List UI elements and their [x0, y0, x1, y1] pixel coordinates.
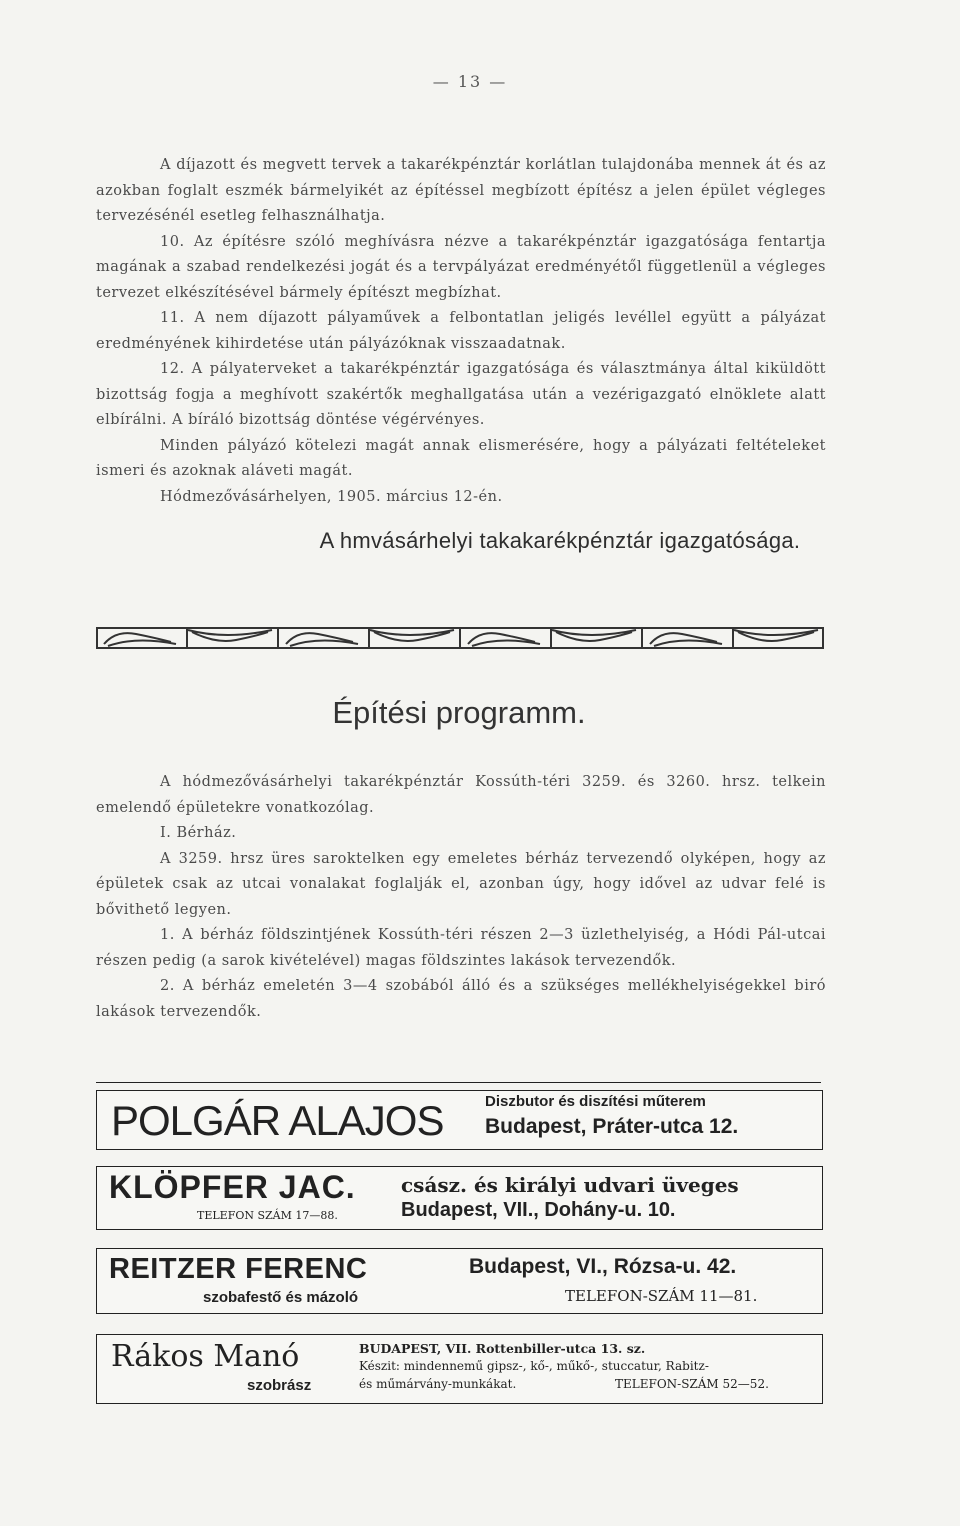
ad-address: Budapest, VII., Dohány-u. 10.: [401, 1199, 676, 1221]
paragraph: A 3259. hrsz üres saroktelken egy emeletes bérház tervezendő olyképen, hogy az épületek csak az utcai vonalakat foglalják el, azonban úgy, hogy idővel az udvar felé is bővithető legyen.: [96, 850, 826, 918]
ad-phone: TELEFON-SZÁM 52—52.: [615, 1377, 769, 1391]
ad-company-name: REITZER FERENC: [109, 1253, 368, 1285]
ad-company-name: POLGÁR ALAJOS: [111, 1097, 444, 1144]
program-title: Építési programm.: [332, 695, 586, 730]
ad-top-rule: [96, 1082, 821, 1083]
date-line: Hódmezővásárhelyen, 1905. március 12-én.: [160, 488, 503, 505]
ad-address: BUDAPEST, VII. Rottenbiller-utca 13. sz.: [359, 1341, 646, 1356]
paragraph: A díjazott és megvett tervek a takarékpénztár korlátlan tulajdonába mennek át és az azokban foglalt eszmék bármelyikét az építéssel megbízott építész a jelen épület végleges tervezésénél esetleg felhasználhatja.: [96, 157, 826, 224]
ad-phone: TELEFON-SZÁM 11—81.: [565, 1287, 758, 1305]
paragraph: A hódmezővásárhelyi takarékpénztár Kossúth-téri 3259. és 3260. hrsz. telkein emelendő épületekre vonatkozólag.: [96, 774, 826, 816]
ad-line: csász. és királyi udvari üveges: [401, 1173, 739, 1197]
ad-phone: TELEFON SZÁM 17—88.: [197, 1209, 338, 1222]
ad-klopfer: [96, 1166, 823, 1230]
ad-company-name: Rákos Manó: [111, 1339, 300, 1374]
ad-company-name: KLÖPFER JAC.: [109, 1169, 356, 1205]
conditions-text: [96, 153, 826, 510]
ad-line: Készit: mindennemű gipsz-, kő-, műkő-, stuccatur, Rabitz-: [359, 1359, 709, 1373]
ad-reitzer: [96, 1248, 823, 1314]
program-text: [96, 770, 826, 1025]
ad-line: és műmárvány-munkákat.: [359, 1377, 517, 1391]
page-number: — 13 —: [432, 72, 508, 91]
ad-address: Budapest, VI., Rózsa-u. 42.: [469, 1255, 737, 1278]
paragraph: Minden pályázó kötelezi magát annak elismerésére, hogy a pályázati feltételeket ismeri és azoknak aláveti magát.: [96, 437, 826, 479]
section-heading: I. Bérház.: [160, 825, 237, 841]
ad-rakos: [96, 1334, 823, 1404]
ad-trade: szobrász: [247, 1377, 312, 1394]
paragraph: 11. A nem díjazott pályaművek a felbontatlan jeligés levéllel együtt a pályázat eredményének kihirdetése után pályázóknak visszaadatnak.: [96, 310, 826, 352]
ad-trade: szobafestő és mázoló: [203, 1289, 359, 1306]
signature: A hmvásárhelyi takakarékpénztár igazgatósága.: [319, 528, 801, 553]
ad-address: Budapest, Práter-utca 12.: [485, 1115, 739, 1138]
paragraph: 2. A bérház emeletén 3—4 szobából álló és a szükséges mellékhelyiségekkel biró lakások tervezendők.: [96, 978, 826, 1020]
paragraph: 10. Az építésre szóló meghívásra nézve a takarékpénztár igazgatósága fentartja magának a szabad rendelkezési jogát és a tervpályázat eredményétől függetlenül a végleges tervezet elkészítésével bármely építészt megbízhat.: [96, 233, 826, 301]
ad-line: Diszbutor és diszítési műterem: [485, 1093, 706, 1110]
paragraph: 12. A pályaterveket a takarékpénztár igazgatósága és választmánya által kiküldött bizottság fogja a meghívott szakértők meghallgatása után a vezérigazgató elnöklete alatt elbírálni. A bíráló bizottság döntése végérvényes.: [96, 361, 826, 428]
paragraph: 1. A bérház földszintjének Kossúth-téri részen 2—3 üzlethelyiség, a Hódi Pál-utcai részen pedig (a sarok kivételével) magas földszintes lakások tervezendők.: [96, 927, 826, 969]
ornamental-band: [96, 622, 824, 652]
ad-polgar: [96, 1090, 823, 1150]
